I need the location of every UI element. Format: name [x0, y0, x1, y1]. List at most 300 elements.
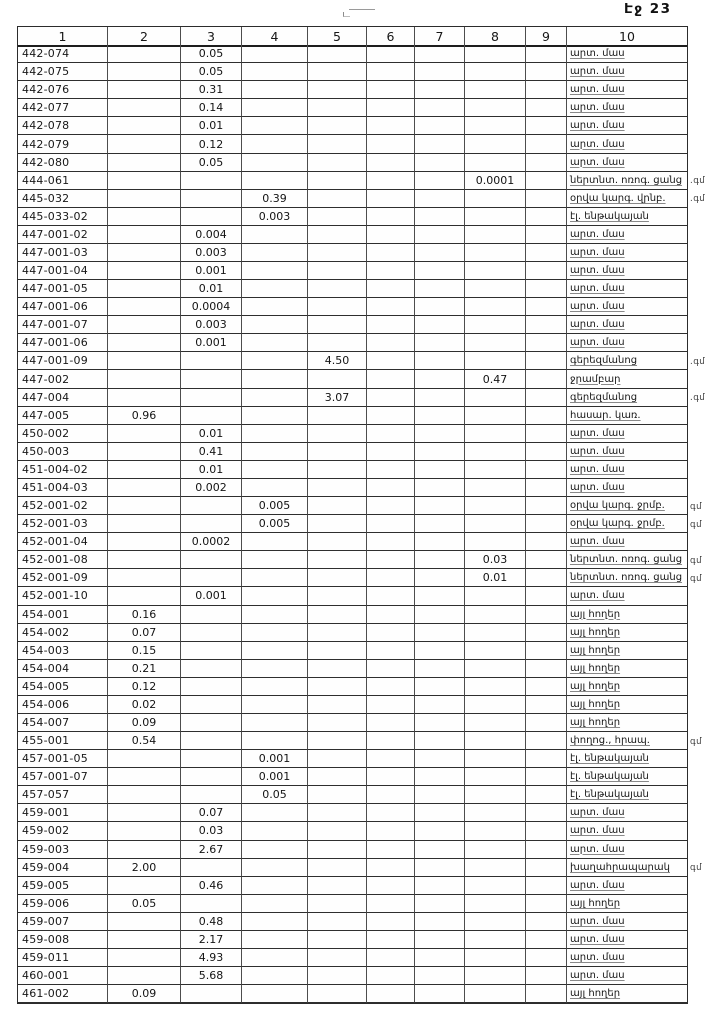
area-value-col9 [526, 786, 567, 804]
parcel-code: 461-002 [18, 985, 108, 1003]
parcel-code: 454-004 [18, 660, 108, 678]
area-value-col8 [465, 208, 526, 226]
area-value-col5 [308, 262, 367, 280]
area-value-col6 [367, 334, 415, 352]
land-use-label: արտ. մաս [567, 280, 687, 298]
area-value-col6 [367, 515, 415, 533]
area-value-col5 [308, 63, 367, 81]
area-value-col3 [181, 569, 242, 587]
area-value-col9 [526, 407, 567, 425]
area-value-col6 [367, 895, 415, 913]
area-value-col2 [108, 81, 181, 99]
column-header-1: 1 [18, 27, 108, 47]
land-use-label: այլ հողեր [567, 642, 687, 660]
land-use-label: արտ. մաս [567, 461, 687, 479]
parcel-code: 457-057 [18, 786, 108, 804]
area-value-col6 [367, 461, 415, 479]
parcel-code: 451-004-03 [18, 479, 108, 497]
area-value-col5 [308, 425, 367, 443]
area-value-col8 [465, 461, 526, 479]
area-value-col5 [308, 985, 367, 1003]
area-value-col3: 5.68 [181, 967, 242, 985]
area-value-col3: 0.001 [181, 262, 242, 280]
area-value-col9 [526, 714, 567, 732]
area-value-col3 [181, 407, 242, 425]
area-value-col6 [367, 606, 415, 624]
area-value-col2 [108, 45, 181, 63]
area-value-col4 [242, 660, 308, 678]
area-value-col4 [242, 985, 308, 1003]
area-value-col6 [367, 985, 415, 1003]
area-value-col2: 0.09 [108, 714, 181, 732]
column-header-4: 4 [242, 27, 308, 47]
area-value-col8 [465, 714, 526, 732]
area-value-col8 [465, 117, 526, 135]
area-value-col7 [415, 298, 465, 316]
area-value-col7 [415, 443, 465, 461]
area-value-col7 [415, 642, 465, 660]
area-value-col2 [108, 949, 181, 967]
area-value-col6 [367, 45, 415, 63]
area-value-col7 [415, 515, 465, 533]
parcel-code: 447-001-06 [18, 334, 108, 352]
land-use-label: արտ. մաս [567, 45, 687, 63]
area-value-col6 [367, 316, 415, 334]
area-value-col4 [242, 425, 308, 443]
area-value-col3: 0.12 [181, 135, 242, 153]
land-use-label: արտ. մաս [567, 533, 687, 551]
area-value-col6 [367, 841, 415, 859]
area-value-col8 [465, 624, 526, 642]
area-value-col4: 0.05 [242, 786, 308, 804]
area-value-col2: 0.16 [108, 606, 181, 624]
area-value-col7 [415, 913, 465, 931]
land-register-table [17, 26, 688, 1004]
land-use-label: ներտնտ. ոռոգ. ցանց [567, 172, 687, 190]
area-value-col9 [526, 732, 567, 750]
area-value-col9 [526, 551, 567, 569]
area-value-col6 [367, 208, 415, 226]
area-value-col2 [108, 841, 181, 859]
area-value-col2: 0.21 [108, 660, 181, 678]
area-value-col5 [308, 208, 367, 226]
margin-note: գմ [690, 573, 702, 584]
parcel-code: 459-007 [18, 913, 108, 931]
area-value-col9 [526, 425, 567, 443]
area-value-col4 [242, 262, 308, 280]
area-value-col9 [526, 190, 567, 208]
area-value-col6 [367, 244, 415, 262]
area-value-col7 [415, 45, 465, 63]
area-value-col3 [181, 768, 242, 786]
area-value-col3 [181, 696, 242, 714]
area-value-col2 [108, 280, 181, 298]
parcel-code: 460-001 [18, 967, 108, 985]
area-value-col8 [465, 316, 526, 334]
area-value-col9 [526, 931, 567, 949]
area-value-col8 [465, 497, 526, 515]
land-use-label: արտ. մաս [567, 804, 687, 822]
area-value-col2 [108, 316, 181, 334]
area-value-col2 [108, 443, 181, 461]
area-value-col8 [465, 967, 526, 985]
area-value-col8 [465, 226, 526, 244]
area-value-col8 [465, 931, 526, 949]
area-value-col9 [526, 298, 567, 316]
area-value-col3: 0.48 [181, 913, 242, 931]
area-value-col7 [415, 551, 465, 569]
area-value-col6 [367, 750, 415, 768]
parcel-code: 451-004-02 [18, 461, 108, 479]
land-use-label: արտ. մաս [567, 334, 687, 352]
column-header-2: 2 [108, 27, 181, 47]
area-value-col5 [308, 334, 367, 352]
area-value-col3: 0.41 [181, 443, 242, 461]
area-value-col6 [367, 352, 415, 370]
area-value-col6 [367, 497, 415, 515]
area-value-col4 [242, 822, 308, 840]
area-value-col5 [308, 841, 367, 859]
column-header-7: 7 [415, 27, 465, 47]
area-value-col2 [108, 497, 181, 515]
area-value-col5 [308, 859, 367, 877]
area-value-col6 [367, 822, 415, 840]
land-use-label: հասար. կառ. [567, 407, 687, 425]
parcel-code: 459-004 [18, 859, 108, 877]
area-value-col7 [415, 750, 465, 768]
area-value-col6 [367, 804, 415, 822]
area-value-col2: 0.09 [108, 985, 181, 1003]
area-value-col7 [415, 768, 465, 786]
area-value-col6 [367, 786, 415, 804]
area-value-col6 [367, 714, 415, 732]
parcel-code: 447-001-06 [18, 298, 108, 316]
area-value-col9 [526, 660, 567, 678]
area-value-col7 [415, 786, 465, 804]
area-value-col2: 0.54 [108, 732, 181, 750]
margin-note: .գմ [690, 194, 706, 205]
area-value-col3 [181, 389, 242, 407]
area-value-col8 [465, 190, 526, 208]
land-use-label: արտ. մաս [567, 913, 687, 931]
area-value-col6 [367, 190, 415, 208]
area-value-col5: 4.50 [308, 352, 367, 370]
area-value-col7 [415, 280, 465, 298]
parcel-code: 442-074 [18, 45, 108, 63]
area-value-col2 [108, 135, 181, 153]
area-value-col7 [415, 569, 465, 587]
area-value-col8 [465, 786, 526, 804]
column-header-6: 6 [367, 27, 415, 47]
land-use-label: էլ. ենթակայան [567, 750, 687, 768]
area-value-col4 [242, 967, 308, 985]
area-value-col6 [367, 859, 415, 877]
parcel-code: 459-003 [18, 841, 108, 859]
area-value-col7 [415, 732, 465, 750]
area-value-col2 [108, 587, 181, 605]
area-value-col8: 0.0001 [465, 172, 526, 190]
area-value-col3: 0.002 [181, 479, 242, 497]
area-value-col5 [308, 298, 367, 316]
area-value-col5 [308, 190, 367, 208]
area-value-col9 [526, 822, 567, 840]
area-value-col2: 2.00 [108, 859, 181, 877]
area-value-col7 [415, 587, 465, 605]
land-use-label: արտ. մաս [567, 479, 687, 497]
area-value-col4 [242, 606, 308, 624]
area-value-col6 [367, 732, 415, 750]
area-value-col4 [242, 370, 308, 388]
parcel-code: 459-006 [18, 895, 108, 913]
area-value-col8 [465, 244, 526, 262]
parcel-code: 445-033-02 [18, 208, 108, 226]
area-value-col6 [367, 569, 415, 587]
area-value-col7 [415, 135, 465, 153]
area-value-col8 [465, 515, 526, 533]
area-value-col5 [308, 768, 367, 786]
land-use-label: արտ. մաս [567, 841, 687, 859]
parcel-code: 454-006 [18, 696, 108, 714]
parcel-code: 452-001-04 [18, 533, 108, 551]
area-value-col8 [465, 587, 526, 605]
area-value-col8 [465, 280, 526, 298]
area-value-col7 [415, 117, 465, 135]
area-value-col7 [415, 479, 465, 497]
area-value-col9 [526, 262, 567, 280]
land-use-label: այլ հողեր [567, 606, 687, 624]
area-value-col8: 0.47 [465, 370, 526, 388]
area-value-col2 [108, 768, 181, 786]
area-value-col7 [415, 949, 465, 967]
area-value-col6 [367, 154, 415, 172]
area-value-col7 [415, 533, 465, 551]
area-value-col3: 0.07 [181, 804, 242, 822]
area-value-col8 [465, 750, 526, 768]
area-value-col3: 0.003 [181, 316, 242, 334]
area-value-col9 [526, 587, 567, 605]
area-value-col3 [181, 208, 242, 226]
area-value-col8 [465, 352, 526, 370]
parcel-code: 442-075 [18, 63, 108, 81]
area-value-col9 [526, 624, 567, 642]
area-value-col2 [108, 389, 181, 407]
area-value-col3: 0.0002 [181, 533, 242, 551]
area-value-col2 [108, 913, 181, 931]
area-value-col4 [242, 678, 308, 696]
area-value-col5 [308, 99, 367, 117]
parcel-code: 447-001-02 [18, 226, 108, 244]
area-value-col7 [415, 804, 465, 822]
area-value-col5 [308, 117, 367, 135]
area-value-col3 [181, 732, 242, 750]
land-use-label: էլ. ենթակայան [567, 768, 687, 786]
area-value-col2 [108, 425, 181, 443]
area-value-col4 [242, 624, 308, 642]
area-value-col5 [308, 226, 367, 244]
area-value-col9 [526, 226, 567, 244]
area-value-col7 [415, 407, 465, 425]
area-value-col3 [181, 786, 242, 804]
area-value-col7 [415, 696, 465, 714]
area-value-col9 [526, 352, 567, 370]
area-value-col8 [465, 479, 526, 497]
area-value-col7 [415, 226, 465, 244]
area-value-col4 [242, 334, 308, 352]
parcel-code: 454-002 [18, 624, 108, 642]
area-value-col6 [367, 913, 415, 931]
area-value-col6 [367, 280, 415, 298]
area-value-col3: 0.05 [181, 154, 242, 172]
land-use-label: արտ. մաս [567, 244, 687, 262]
area-value-col4 [242, 154, 308, 172]
area-value-col4 [242, 244, 308, 262]
area-value-col5 [308, 154, 367, 172]
area-value-col6 [367, 262, 415, 280]
land-use-label: այլ հողեր [567, 714, 687, 732]
area-value-col7 [415, 425, 465, 443]
land-use-label: խաղահրապարակ [567, 859, 687, 877]
parcel-code: 457-001-07 [18, 768, 108, 786]
area-value-col9 [526, 63, 567, 81]
area-value-col8 [465, 642, 526, 660]
area-value-col9 [526, 859, 567, 877]
area-value-col7 [415, 895, 465, 913]
area-value-col9 [526, 99, 567, 117]
area-value-col6 [367, 117, 415, 135]
area-value-col2: 0.07 [108, 624, 181, 642]
area-value-col6 [367, 63, 415, 81]
area-value-col4 [242, 117, 308, 135]
area-value-col8 [465, 81, 526, 99]
area-value-col5 [308, 967, 367, 985]
parcel-code: 447-001-05 [18, 280, 108, 298]
area-value-col9 [526, 370, 567, 388]
area-value-col7 [415, 678, 465, 696]
land-use-label: արտ. մաս [567, 81, 687, 99]
area-value-col9 [526, 642, 567, 660]
area-value-col3: 0.05 [181, 45, 242, 63]
parcel-code: 447-001-07 [18, 316, 108, 334]
scan-smudge-artifact [349, 9, 375, 16]
area-value-col7 [415, 967, 465, 985]
land-use-label: արտ. մաս [567, 298, 687, 316]
area-value-col2 [108, 298, 181, 316]
parcel-code: 459-001 [18, 804, 108, 822]
area-value-col4 [242, 298, 308, 316]
area-value-col4 [242, 895, 308, 913]
parcel-code: 450-002 [18, 425, 108, 443]
area-value-col9 [526, 497, 567, 515]
area-value-col6 [367, 660, 415, 678]
area-value-col7 [415, 81, 465, 99]
area-value-col9 [526, 533, 567, 551]
area-value-col9 [526, 768, 567, 786]
area-value-col2 [108, 154, 181, 172]
area-value-col4 [242, 407, 308, 425]
area-value-col9 [526, 606, 567, 624]
area-value-col4 [242, 804, 308, 822]
land-use-label: արտ. մաս [567, 425, 687, 443]
margin-note: .գմ [690, 356, 706, 367]
area-value-col4 [242, 479, 308, 497]
land-use-label: այլ հողեր [567, 624, 687, 642]
land-use-label: օրվա կարգ. վրնբ. [567, 190, 687, 208]
parcel-code: 452-001-02 [18, 497, 108, 515]
area-value-col9 [526, 135, 567, 153]
area-value-col7 [415, 389, 465, 407]
area-value-col8 [465, 262, 526, 280]
area-value-col7 [415, 99, 465, 117]
area-value-col3: 0.001 [181, 334, 242, 352]
area-value-col7 [415, 63, 465, 81]
area-value-col8 [465, 407, 526, 425]
area-value-col7 [415, 497, 465, 515]
area-value-col2 [108, 804, 181, 822]
area-value-col2 [108, 226, 181, 244]
area-value-col4 [242, 877, 308, 895]
margin-note: .գմ [690, 176, 706, 187]
parcel-code: 447-001-04 [18, 262, 108, 280]
area-value-col7 [415, 859, 465, 877]
area-value-col6 [367, 551, 415, 569]
area-value-col9 [526, 172, 567, 190]
area-value-col5 [308, 280, 367, 298]
land-use-label: ներտնտ. ոռոգ. ցանց [567, 551, 687, 569]
land-use-label: էլ. ենթակայան [567, 208, 687, 226]
area-value-col3: 0.0004 [181, 298, 242, 316]
area-value-col2 [108, 117, 181, 135]
area-value-col2 [108, 569, 181, 587]
area-value-col7 [415, 370, 465, 388]
land-use-label: արտ. մաս [567, 316, 687, 334]
area-value-col6 [367, 425, 415, 443]
parcel-code: 447-004 [18, 389, 108, 407]
area-value-col3 [181, 859, 242, 877]
area-value-col2: 0.02 [108, 696, 181, 714]
area-value-col9 [526, 895, 567, 913]
land-use-label: այլ հողեր [567, 678, 687, 696]
area-value-col2 [108, 967, 181, 985]
area-value-col3: 0.004 [181, 226, 242, 244]
area-value-col5 [308, 949, 367, 967]
area-value-col5 [308, 624, 367, 642]
area-value-col8 [465, 389, 526, 407]
area-value-col3 [181, 642, 242, 660]
area-value-col7 [415, 154, 465, 172]
area-value-col8: 0.03 [465, 551, 526, 569]
area-value-col5 [308, 479, 367, 497]
parcel-code: 452-001-03 [18, 515, 108, 533]
area-value-col8 [465, 841, 526, 859]
land-use-label: արտ. մաս [567, 63, 687, 81]
area-value-col9 [526, 244, 567, 262]
area-value-col4 [242, 913, 308, 931]
area-value-col6 [367, 407, 415, 425]
parcel-code: 447-001-09 [18, 352, 108, 370]
area-value-col4 [242, 533, 308, 551]
area-value-col8 [465, 985, 526, 1003]
area-value-col8 [465, 533, 526, 551]
area-value-col3 [181, 190, 242, 208]
area-value-col5 [308, 370, 367, 388]
area-value-col5 [308, 696, 367, 714]
margin-note: գմ [690, 501, 702, 512]
area-value-col4 [242, 280, 308, 298]
column-header-10: 10 [567, 27, 687, 47]
area-value-col8 [465, 660, 526, 678]
area-value-col6 [367, 443, 415, 461]
area-value-col3 [181, 172, 242, 190]
